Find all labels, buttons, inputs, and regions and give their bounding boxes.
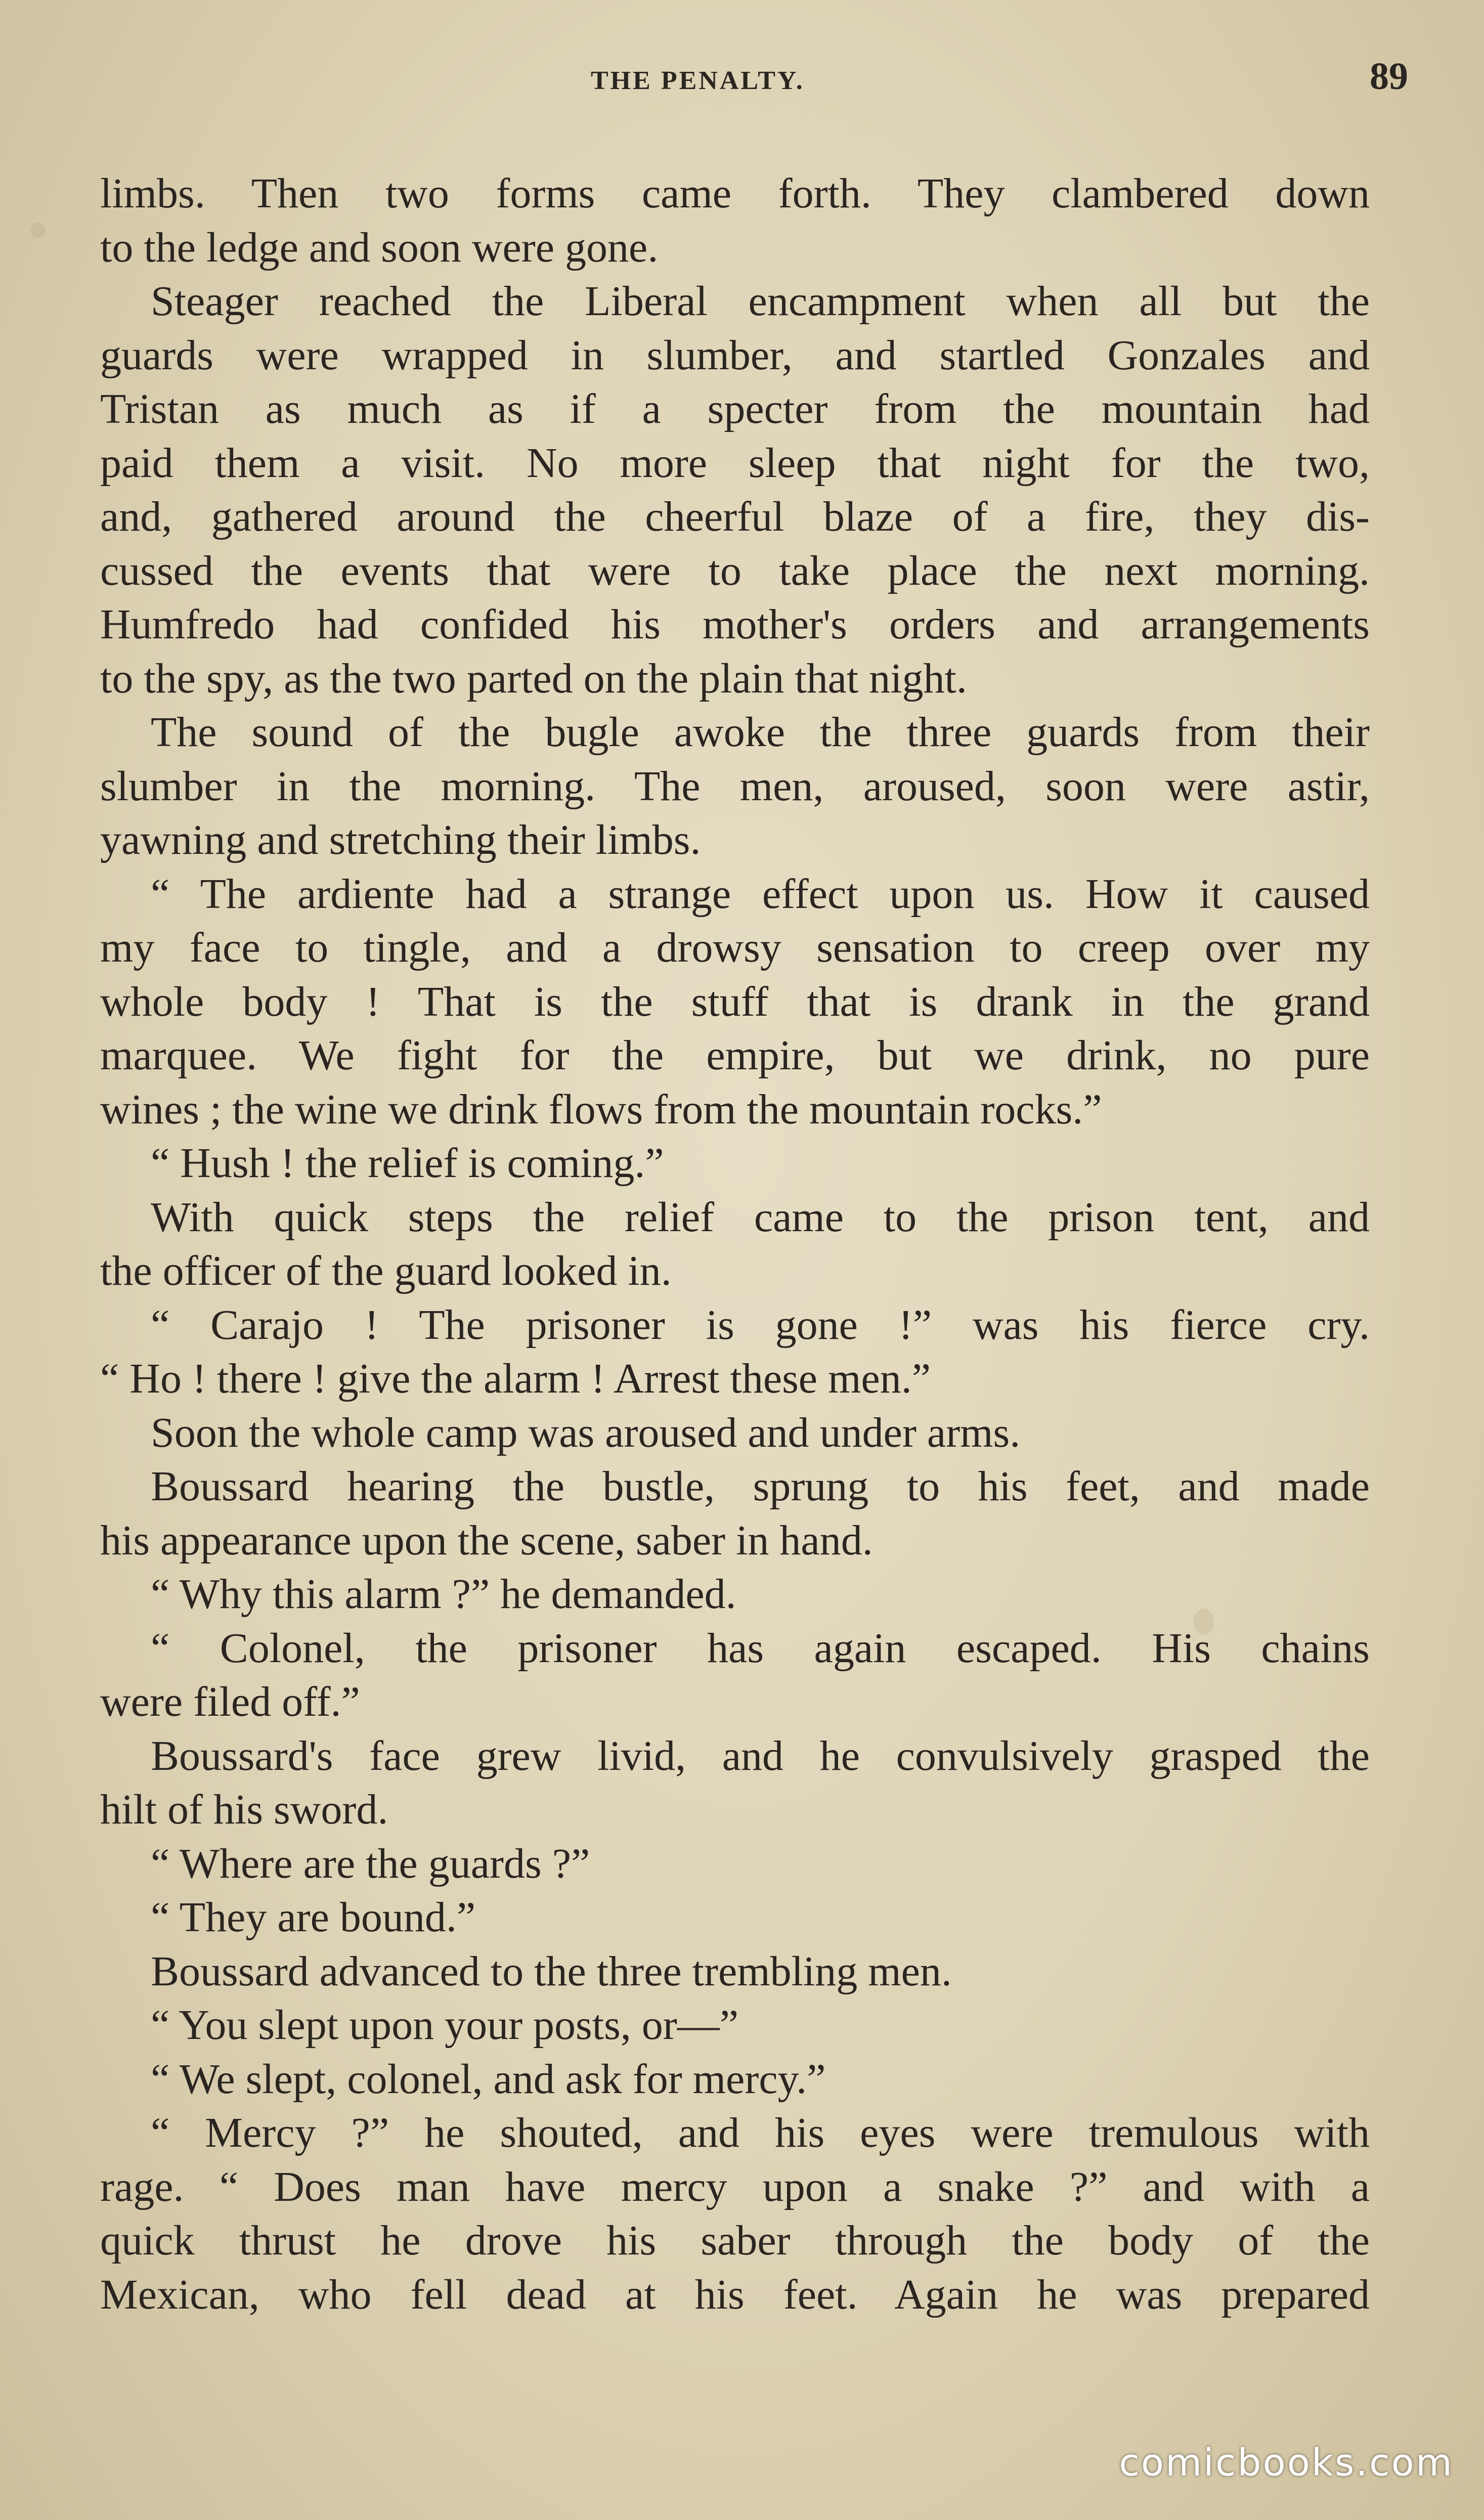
text-line: and, gathered around the cheerful blaze of a fire, they dis- [100, 493, 1370, 540]
text-line: hilt of his sword. [100, 1786, 388, 1833]
text-line: “ Carajo ! The prisoner is gone !” was his fierce cry. [151, 1301, 1370, 1349]
text-line: “ Where are the guards ?” [151, 1840, 590, 1887]
text-line: yawning and stretching their limbs. [100, 816, 701, 863]
text-line: “ Colonel, the prisoner has again escaped. His chains [151, 1624, 1370, 1672]
text-line: limbs. Then two forms came forth. They clambered down [100, 170, 1370, 217]
running-head: THE PENALTY. [591, 66, 805, 95]
text-line: wines ; the wine we drink flows from the mountain rocks.” [100, 1085, 1102, 1133]
text-line: “ Mercy ?” he shouted, and his eyes were tremulous with [151, 2109, 1370, 2156]
page-number: 89 [1370, 55, 1408, 98]
text-line: Steager reached the Liberal encampment when all but the [151, 278, 1370, 325]
text-line: my face to tingle, and a drowsy sensation to creep over my [100, 924, 1370, 971]
text-line: to the spy, as the two parted on the plain that night. [100, 655, 967, 702]
text-line: Humfredo had confided his mother's orders and arrangements [100, 601, 1370, 648]
text-line: “ The ardiente had a strange effect upon us. How it caused [151, 870, 1370, 918]
text-line: were filed off.” [100, 1678, 360, 1725]
text-line: quick thrust he drove his saber through the body of the [100, 2217, 1370, 2264]
text-line: Boussard's face grew livid, and he convulsively grasped the [151, 1732, 1370, 1779]
text-line: “ Why this alarm ?” he demanded. [151, 1571, 736, 1618]
text-line: rage. “ Does man have mercy upon a snake ?” and with a [100, 2163, 1370, 2210]
watermark: comicbooks.com [1119, 2441, 1454, 2485]
text-line: Soon the whole camp was aroused and under arms. [151, 1409, 1021, 1456]
text-line: The sound of the bugle awoke the three guards from their [151, 709, 1370, 756]
text-line: to the ledge and soon were gone. [100, 224, 659, 271]
text-line: paid them a visit. No more sleep that night for the two, [100, 439, 1370, 487]
ink-spot [30, 223, 46, 238]
text-line: cussed the events that were to take place the next morning. [100, 547, 1370, 594]
text-line: “ We slept, colonel, and ask for mercy.” [151, 2055, 826, 2103]
text-line: Boussard hearing the bustle, sprung to his feet, and made [151, 1463, 1370, 1510]
text-line: Tristan as much as if a specter from the mountain had [100, 385, 1370, 432]
text-line: slumber in the morning. The men, aroused, soon were astir, [100, 762, 1370, 810]
text-line: “ You slept upon your posts, or—” [151, 2002, 739, 2049]
text-line: the officer of the guard looked in. [100, 1247, 672, 1294]
text-line: marquee. We fight for the empire, but we drink, no pure [100, 1032, 1370, 1079]
text-line: guards were wrapped in slumber, and startled Gonzales and [100, 331, 1370, 379]
text-line: With quick steps the relief came to the prison tent, and [151, 1193, 1370, 1241]
text-line: his appearance upon the scene, saber in hand. [100, 1516, 873, 1564]
body-text [100, 167, 1370, 2322]
text-line: whole body ! That is the stuff that is drank in the grand [100, 978, 1370, 1025]
text-line: Mexican, who fell dead at his feet. Again he was prepared [100, 2271, 1370, 2318]
text-line: “ Hush ! the relief is coming.” [151, 1140, 664, 1187]
text-line: “ They are bound.” [151, 1894, 476, 1941]
text-line: Boussard advanced to the three trembling men. [151, 1947, 952, 1995]
text-line: “ Ho ! there ! give the alarm ! Arrest these men.” [100, 1355, 931, 1402]
